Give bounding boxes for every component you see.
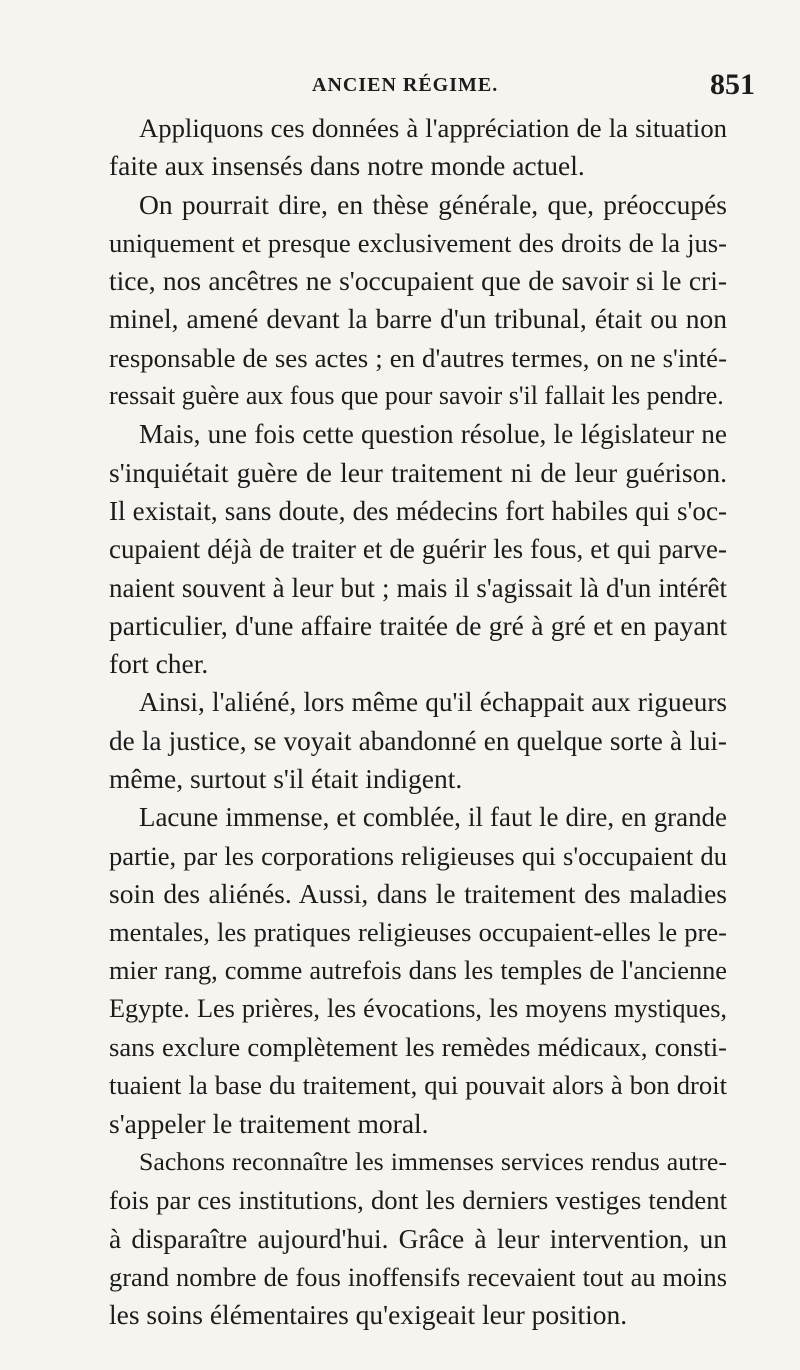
text-line: ressait guère aux fous que pour savoir s'il fallait les pendre. bbox=[109, 381, 724, 411]
text-line: responsable de ses actes ; en d'autres termes, on ne s'inté- bbox=[109, 342, 727, 373]
text-line: mentales, les pratiques religieuses occupaient-elles le pre- bbox=[109, 917, 727, 948]
text-line: minel, amené devant la barre d'un tribunal, était ou non bbox=[109, 303, 727, 335]
text-line: grand nombre de fous inoffensifs recevaient tout au moins bbox=[109, 1261, 727, 1292]
text-line: particulier, d'une affaire traitée de gré à gré et en payant bbox=[109, 609, 727, 641]
text-line: s'inquiétait guère de leur traitement ni de leur guérison. bbox=[109, 456, 727, 488]
running-head bbox=[0, 70, 800, 110]
text-line: mier rang, comme autrefois dans les temples de l'ancienne bbox=[109, 955, 727, 985]
text-line: à disparaître aujourd'hui. Grâce à leur intervention, un bbox=[109, 1222, 727, 1254]
text-line: Sachons reconnaître les immenses services rendus autre- bbox=[139, 1147, 727, 1177]
text-line: naient souvent à leur but ; mais il s'agissait là d'un intérêt bbox=[109, 572, 727, 603]
body-text bbox=[109, 109, 727, 1335]
text-line: s'appeler le traitement moral. bbox=[109, 1107, 429, 1139]
text-line: tice, nos ancêtres ne s'occupaient que de savoir si le cri- bbox=[109, 265, 727, 297]
text-line: Lacune immense, et comblée, il faut le dire, en grande bbox=[139, 802, 727, 833]
text-line: cupaient déjà de traiter et de guérir les fous, et qui parve- bbox=[109, 534, 727, 565]
running-title: ANCIEN RÉGIME. bbox=[312, 74, 499, 96]
text-line: Mais, une fois cette question résolue, le législateur ne bbox=[139, 419, 727, 450]
text-line: Appliquons ces données à l'appréciation de la situation bbox=[139, 113, 727, 143]
text-line: Il existait, sans doute, des médecins fort habiles qui s'oc- bbox=[109, 495, 727, 526]
text-line: tuaient la base du traitement, qui pouvait alors à bon droit bbox=[109, 1070, 727, 1101]
page-number: 851 bbox=[710, 68, 755, 101]
text-line: même, surtout s'il était indigent. bbox=[109, 763, 463, 795]
text-line: partie, par les corporations religieuses qui s'occupaient du bbox=[109, 840, 727, 871]
text-line: soin des aliénés. Aussi, dans le traitement des maladies bbox=[109, 877, 727, 909]
text-line: Ainsi, l'aliéné, lors même qu'il échappait aux rigueurs bbox=[139, 687, 727, 718]
text-line: Egypte. Les prières, les évocations, les moyens mystiques, bbox=[109, 993, 727, 1023]
text-line: faite aux insensés dans notre monde actuel. bbox=[109, 150, 585, 182]
text-line: uniquement et presque exclusivement des droits de la jus- bbox=[109, 227, 727, 258]
text-line: On pourrait dire, en thèse générale, que, préoccupés bbox=[139, 188, 727, 220]
text-line: fort cher. bbox=[109, 648, 209, 680]
text-line: les soins élémentaires qu'exigeait leur position. bbox=[109, 1299, 628, 1331]
text-line: de la justice, se voyait abandonné en quelque sorte à lui- bbox=[109, 725, 727, 756]
text-line: sans exclure complètement les remèdes médicaux, consti- bbox=[109, 1032, 727, 1063]
text-line: fois par ces institutions, dont les derniers vestiges tendent bbox=[109, 1185, 727, 1216]
